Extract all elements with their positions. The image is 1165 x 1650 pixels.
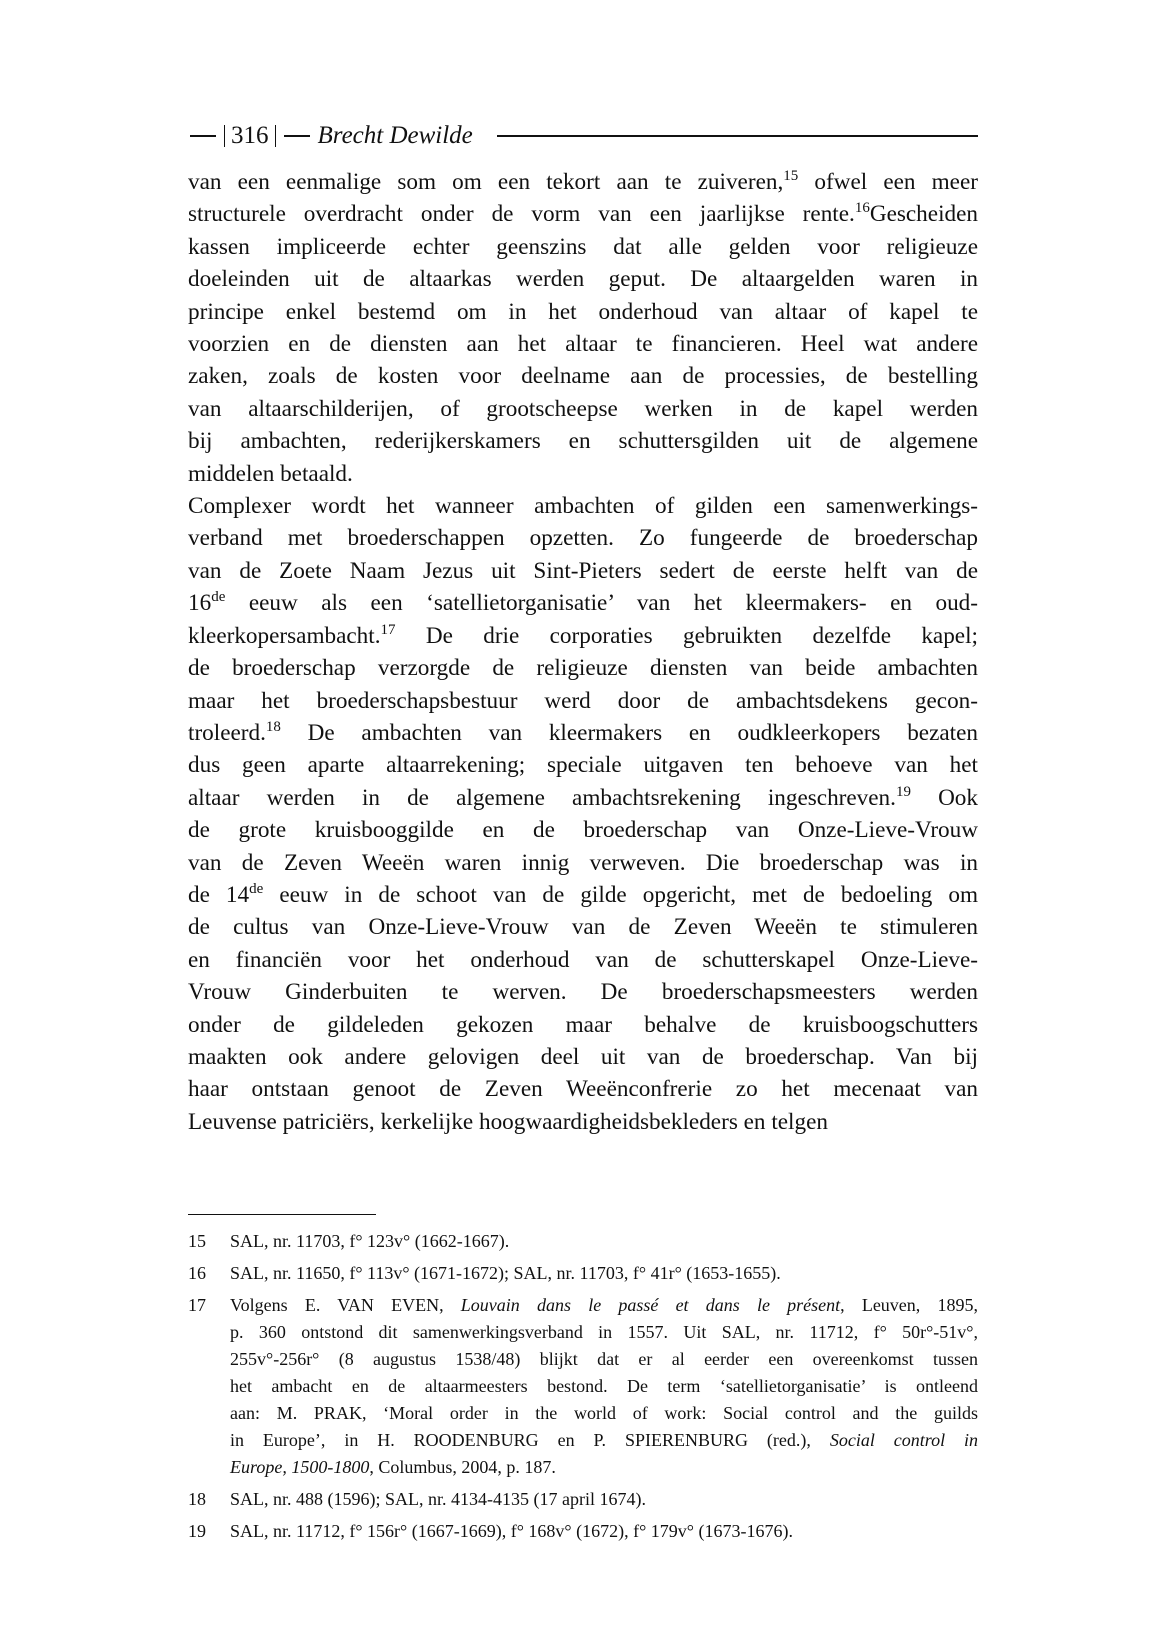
footnote-run: 255v°-256r° (8 augustus 1538/48) blijkt dat er al eerder een overeenkomst tussen	[230, 1349, 978, 1369]
body-text-run: haar ontstaan genoot de Zeven Weeënconfrerie zo het mecenaat van	[188, 1076, 978, 1103]
body-text-run: zaken, zoals de kosten voor deelname aan de processies, de bestelling	[188, 363, 978, 390]
body-line	[188, 393, 978, 425]
page-number: 316	[231, 122, 269, 149]
footnote-number: 16	[188, 1263, 206, 1283]
header-bar-right	[275, 125, 276, 147]
footnote-run: SAL, nr. 11712, f° 156r° (1667-1669), f° 168v° (1672), f° 179v° (1673-1676).	[230, 1521, 793, 1541]
body-text-run: troleerd.	[188, 719, 266, 746]
body-line	[188, 1041, 978, 1073]
body-text-run: doeleinden uit de altaarkas werden geput. De altaargelden waren in	[188, 266, 978, 293]
footnote-text	[230, 1292, 978, 1481]
body-text-run: van de Zoete Naam Jezus uit Sint-Pieters sedert de eerste helft van de	[188, 557, 978, 584]
footnote-line	[230, 1292, 978, 1319]
body-line	[188, 490, 978, 522]
body-text-run: Vrouw Ginderbuiten te werven. De broederschapsmeesters werden	[188, 979, 978, 1006]
body-text-run: de broederschap verzorgde de religieuze diensten van beide ambachten	[188, 655, 978, 682]
footnote-run: SAL, nr. 11650, f° 113v° (1671-1672); SAL, nr. 11703, f° 41r° (1653-1655).	[230, 1263, 781, 1283]
footnote-line	[230, 1260, 978, 1287]
body-line	[188, 652, 978, 684]
body-text-run: en financiën voor het onderhoud van de schutterskapel Onze-Lieve-	[188, 946, 978, 973]
body-line	[188, 587, 978, 619]
body-text-run: Ook	[910, 784, 978, 811]
footnote-number: 18	[188, 1489, 206, 1509]
body-line	[188, 1106, 978, 1138]
body-line	[188, 425, 978, 457]
footnote-line	[230, 1454, 978, 1481]
footnote-line	[230, 1228, 978, 1255]
body-line	[188, 879, 978, 911]
footnote-18	[188, 1486, 978, 1513]
footnote-number: 19	[188, 1521, 206, 1541]
body-text-run: middelen betaald.	[188, 460, 353, 487]
body-text-run: altaar werden in de algemene ambachtsrekening ingeschreven.	[188, 784, 896, 811]
body-text-run: eeuw in de schoot van de gilde opgericht, met de bedoeling om	[263, 881, 978, 908]
body-line	[188, 782, 978, 814]
footnotes	[188, 1228, 978, 1550]
body-text-run: dus geen aparte altaarrekening; speciale uitgaven ten behoeve van het	[188, 752, 978, 779]
header-dash	[284, 135, 310, 137]
body-text-run: kassen impliceerde echter geenszins dat alle gelden voor religieuze	[188, 233, 978, 260]
footnote-line	[230, 1373, 978, 1400]
footnote-line	[230, 1319, 978, 1346]
body-text-run: structurele overdracht onder de vorm van een jaarlijkse rente.	[188, 201, 855, 228]
body-line	[188, 555, 978, 587]
body-line	[188, 296, 978, 328]
footnote-run: SAL, nr. 488 (1596); SAL, nr. 4134-4135 (17 april 1674).	[230, 1489, 646, 1509]
body-text-run: De drie corporaties gebruikten dezelfde kapel;	[395, 622, 978, 649]
footnote-15	[188, 1228, 978, 1255]
footnote-run: SAL, nr. 11703, f° 123v° (1662-1667).	[230, 1231, 510, 1251]
footnote-title: Social control in	[829, 1430, 979, 1450]
footnote-text	[230, 1260, 978, 1287]
footnote-16	[188, 1260, 978, 1287]
footnote-ref: 16	[854, 200, 870, 217]
footnote-text	[230, 1518, 978, 1545]
body-text-run: de cultus van Onze-Lieve-Vrouw van de Zeven Weeën te stimuleren	[188, 914, 978, 941]
body-text-run: de grote kruisbooggilde en de broederschap van Onze-Lieve-Vrouw	[188, 817, 978, 844]
footnote-number: 15	[188, 1231, 206, 1251]
body-text-run: Gescheiden	[869, 201, 978, 228]
body-text-run: bij ambachten, rederijkerskamers en schuttersgilden uit de algemene	[188, 428, 978, 455]
body-line	[188, 847, 978, 879]
footnote-ref: de	[249, 880, 264, 897]
body-text-run: verband met broederschappen opzetten. Zo fungeerde de broederschap	[188, 525, 978, 552]
body-text-run: kleerkopersambacht.	[188, 622, 381, 649]
body-text-run: Complexer wordt het wanneer ambachten of gilden een samenwerkings-	[188, 493, 978, 520]
footnote-text	[230, 1228, 978, 1255]
footnote-19	[188, 1518, 978, 1545]
body-line	[188, 263, 978, 295]
body-line	[188, 231, 978, 263]
body-text	[188, 166, 978, 1138]
footnote-run: , Columbus, 2004, p. 187.	[369, 1457, 556, 1477]
body-text-run: van de Zeven Weeën waren innig verweven. Die broederschap was in	[188, 849, 978, 876]
footnote-number: 17	[188, 1295, 206, 1315]
footnote-line	[230, 1518, 978, 1545]
footnote-separator	[188, 1214, 376, 1215]
body-line	[188, 458, 978, 490]
body-text-run: de 14	[188, 881, 250, 908]
body-text-run: 16	[188, 590, 212, 617]
body-line	[188, 620, 978, 652]
body-line	[188, 976, 978, 1008]
body-line	[188, 198, 978, 230]
body-text-run: van een eenmalige som om een tekort aan te zuiveren,	[188, 169, 784, 195]
body-line	[188, 1073, 978, 1105]
footnote-ref: 18	[265, 718, 281, 735]
body-line	[188, 911, 978, 943]
body-line	[188, 1009, 978, 1041]
body-text-run: van altaarschilderijen, of grootscheepse werken in de kapel werden	[188, 395, 978, 422]
header-dash	[190, 135, 216, 137]
header-bar-left	[224, 125, 225, 147]
body-text-run: De ambachten van kleermakers en oudkleerkopers bezaten	[280, 719, 978, 746]
footnote-line	[230, 1346, 978, 1373]
footnote-run: Volgens E. VAN EVEN,	[230, 1295, 461, 1315]
header-rule	[497, 135, 978, 137]
footnote-text	[230, 1486, 978, 1513]
body-text-run: eeuw als een ‘satellietorganisatie’ van het kleermakers- en oud-	[225, 590, 978, 617]
footnote-line	[230, 1486, 978, 1513]
body-text-run: ofwel een meer	[798, 169, 978, 195]
footnote-ref: 17	[380, 621, 396, 638]
body-text-run: Leuvense patriciërs, kerkelijke hoogwaardigheidsbekleders en telgen	[188, 1108, 828, 1135]
footnote-ref: 19	[895, 783, 911, 800]
body-line	[188, 685, 978, 717]
body-line	[188, 814, 978, 846]
body-line	[188, 522, 978, 554]
footnote-run: , Leuven, 1895,	[840, 1295, 978, 1315]
body-text-run: maar het broederschapsbestuur werd door de ambachtsdekens gecon-	[188, 687, 978, 714]
body-line	[188, 717, 978, 749]
footnote-line	[230, 1427, 978, 1454]
footnote-run: het ambacht en de altaarmeesters bestond. De term ‘satellietorganisatie’ is ontleend	[230, 1376, 978, 1396]
footnote-run: aan: M. PRAK, ‘Moral order in the world of work: Social control and the guilds	[230, 1403, 978, 1423]
body-text-run: onder de gildeleden gekozen maar behalve de kruisboogschutters	[188, 1011, 978, 1038]
footnote-run: in Europe’, in H. ROODENBURG en P. SPIERENBURG (red.),	[230, 1430, 830, 1450]
footnote-line	[230, 1400, 978, 1427]
body-text-run: voorzien en de diensten aan het altaar te financieren. Heel wat andere	[188, 331, 978, 358]
body-line	[188, 749, 978, 781]
author-name: Brecht Dewilde	[317, 122, 473, 149]
footnote-ref: de	[211, 589, 226, 606]
body-line	[188, 360, 978, 392]
footnote-title: Europe, 1500-1800	[230, 1457, 370, 1477]
body-line	[188, 944, 978, 976]
footnote-17	[188, 1292, 978, 1481]
body-line	[188, 328, 978, 360]
footnote-run: p. 360 ontstond dit samenwerkingsverband in 1557. Uit SAL, nr. 11712, f° 50r°-51v°,	[230, 1322, 978, 1342]
body-text-run: maakten ook andere gelovigen deel uit van de broederschap. Van bij	[188, 1043, 978, 1070]
body-line	[188, 166, 978, 198]
footnote-title: Louvain dans le passé et dans le présent	[460, 1295, 841, 1315]
body-text-run: principe enkel bestemd om in het onderhoud van altaar of kapel te	[188, 298, 978, 325]
running-header	[188, 118, 978, 154]
footnote-ref: 15	[783, 168, 799, 184]
